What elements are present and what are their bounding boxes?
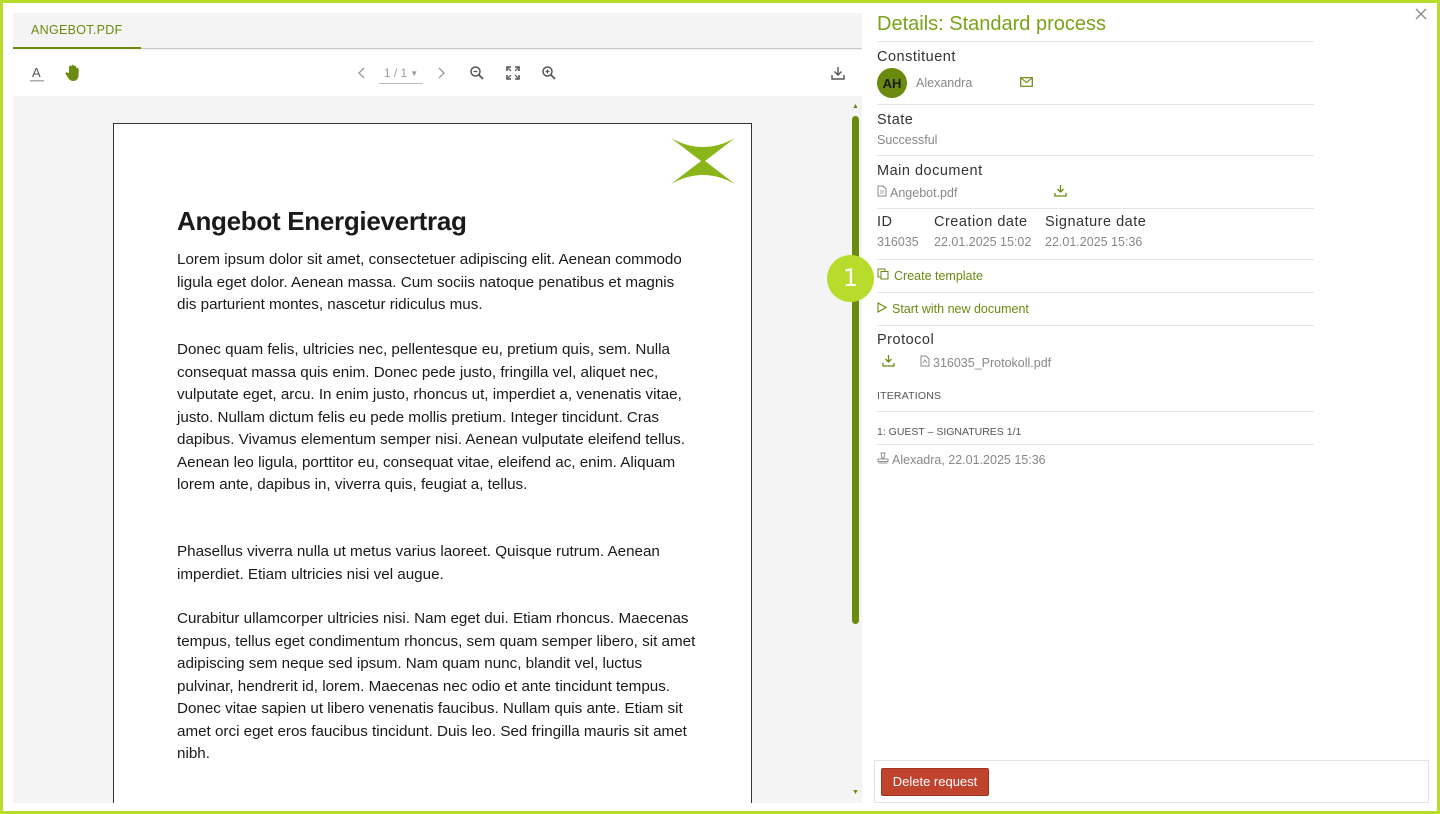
creation-date-label: Creation date	[934, 214, 1028, 230]
protocol-label: Protocol	[877, 332, 935, 348]
page-indicator: 1 / 1	[383, 66, 408, 80]
dates-section	[877, 209, 1314, 260]
scroll-down-icon[interactable]: ▼	[852, 789, 859, 796]
id-label: ID	[877, 214, 893, 230]
document-heading: Angebot Energievertrag	[177, 206, 467, 236]
scrollbar-thumb[interactable]	[852, 116, 859, 624]
svg-text:A: A	[32, 65, 41, 80]
document-paragraph: Donec quam felis, ultricies nec, pellentesque eu, pretium quis, sem. Nulla consequat massa quis enim. Donec pede justo, fringilla vel, aliquet nec, vulputate eget, arcu. In enim justo, rhoncus ut, imperdiet a, venenatis vitae, justo. Nullam dictum felis eu pede mollis pretium. Integer tincidunt. Cras dapibus. Vivamus elementum semper nisi. Aenean vulputate eleifend tellus. Aenean leo ligula, porttitor eu, consequat vitae, eleifend ac, enim. Aliquam lorem ante, dapibus in, viverra quis, feugiat a, tellus.	[177, 341, 685, 493]
download-icon[interactable]	[827, 62, 849, 84]
pdf-file-icon	[920, 354, 930, 372]
start-new-document-button[interactable]	[877, 293, 1314, 326]
creation-date-value: 22.01.2025 15:02	[934, 235, 1032, 249]
protocol-file-link[interactable]: 316035_Protokoll.pdf	[933, 356, 1052, 370]
page-selector[interactable]	[379, 64, 423, 84]
pdf-viewer	[13, 13, 862, 803]
envelope-icon[interactable]	[1020, 74, 1033, 92]
details-footer	[874, 760, 1429, 803]
copy-icon	[877, 267, 889, 285]
main-document-link[interactable]: Angebot.pdf	[890, 186, 958, 200]
signature-stamp-icon	[877, 451, 889, 469]
create-template-button[interactable]	[877, 260, 1314, 293]
text-select-icon[interactable]	[26, 62, 48, 84]
document-area[interactable]	[13, 96, 862, 803]
iteration-entry-text: Alexadra, 22.01.2025 15:36	[892, 453, 1046, 467]
hand-pan-icon[interactable]	[62, 62, 84, 84]
zoom-in-icon[interactable]	[538, 62, 560, 84]
start-new-document-label: Start with new document	[892, 302, 1029, 316]
close-icon[interactable]	[1412, 6, 1430, 24]
document-paragraph: Lorem ipsum dolor sit amet, consectetuer adipiscing elit. Aenean commodo ligula eget dolor. Aenean massa. Cum sociis natoque penatibus et magnis dis parturient montes, nascetur ridiculus mus.	[177, 251, 682, 313]
iteration-entry	[877, 451, 1314, 469]
constituent-section	[877, 42, 1314, 105]
protocol-section	[877, 326, 1314, 380]
company-logo	[669, 136, 737, 186]
fit-page-icon[interactable]	[502, 62, 524, 84]
prev-page-icon[interactable]	[351, 62, 373, 84]
next-page-icon[interactable]	[430, 62, 452, 84]
tab-angebot-pdf[interactable]: ANGEBOT.PDF	[13, 13, 141, 49]
iteration-title: 1: GUEST – SIGNATURES 1/1	[877, 426, 1314, 445]
details-title: Details: Standard process	[877, 13, 1314, 42]
state-value: Successful	[877, 133, 938, 147]
document-paragraph: Phasellus viverra nulla ut metus varius laoreet. Quisque rutrum. Aenean imperdiet. Etiam ultricies nisi vel augue.	[177, 543, 660, 583]
chevron-down-icon: ▼	[410, 68, 419, 78]
play-icon	[877, 300, 887, 318]
protocol-download-icon[interactable]	[882, 354, 920, 372]
main-document-label: Main document	[877, 163, 983, 179]
create-template-label: Create template	[894, 269, 983, 283]
step-badge: 1	[827, 255, 874, 302]
avatar: AH	[877, 68, 907, 98]
zoom-out-icon[interactable]	[466, 62, 488, 84]
document-paragraph: Curabitur ullamcorper ultricies nisi. Nam eget dui. Etiam rhoncus. Maecenas tempus, tellus eget condimentum rhoncus, sem quam semper libero, sit amet adipiscing sem neque sed ipsum. Nam quam nunc, blandit vel, luctus pulvinar, hendrerit id, lorem. Maecenas nec odio et ante tincidunt tempus. Donec vitae sapien ut libero venenatis faucibus. Nullam quis ante. Etiam sit amet orci eget eros faucibus tincidunt. Duis leo. Sed fringilla mauris sit amet nibh.	[177, 610, 696, 762]
viewer-tabbar	[13, 13, 862, 49]
viewer-toolbar	[13, 50, 862, 96]
signature-date-label: Signature date	[1045, 214, 1147, 230]
constituent-name: Alexandra	[916, 76, 973, 90]
download-icon[interactable]	[1054, 184, 1067, 202]
main-document-section	[877, 156, 1314, 209]
document-page	[113, 123, 752, 803]
constituent-label: Constituent	[877, 49, 956, 65]
delete-request-button[interactable]: Delete request	[881, 768, 989, 796]
iterations-heading: ITERATIONS	[877, 390, 1314, 412]
file-icon	[877, 184, 887, 202]
signature-date-value: 22.01.2025 15:36	[1045, 235, 1143, 249]
scroll-up-icon[interactable]: ▲	[852, 103, 859, 110]
state-label: State	[877, 112, 914, 128]
state-section	[877, 105, 1314, 156]
id-value: 316035	[877, 235, 919, 249]
details-panel	[877, 13, 1314, 469]
